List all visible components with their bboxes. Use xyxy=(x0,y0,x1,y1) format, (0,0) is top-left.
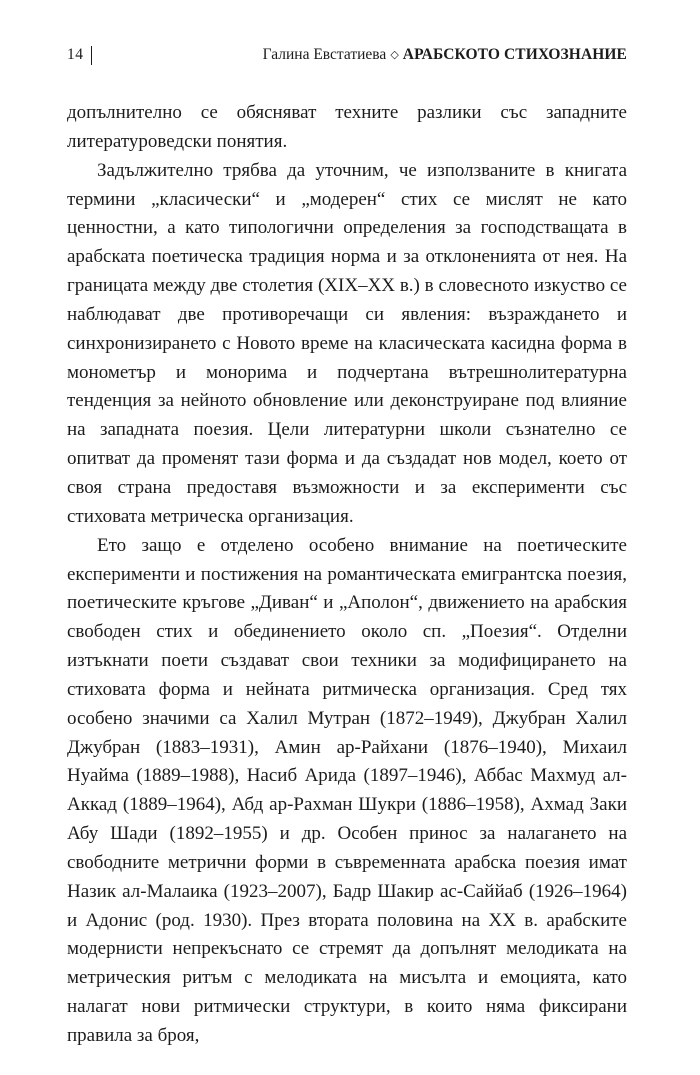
header-vertical-rule xyxy=(91,46,92,65)
paragraph: Задължително трябва да уточним, че използваните в книгата термини „класически“ и „модерен“ стих се мислят не като ценностни, а като типологични определения за господстващата в арабската поетическа традиция норма и за отклоненията от нея. На границата между две столетия (XIX–XX в.) в словесното изкуство се наблюдават две противоречащи си явления: възраждането и синхронизирането с Новото време на класическата касидна форма в монометър и монорима и подчертана вътрешнолитературна тенденция за нейното обновление или деконструиране под влияние на западната поезия. Цели литературни школи съзнателно се опитват да променят тази форма и да създадат нов модел, което от своя страна предоставя възможности и за експерименти със стиховата метрическа организация. xyxy=(67,159,627,527)
page-number: 14 xyxy=(67,46,84,63)
body-text xyxy=(67,99,627,1051)
running-title xyxy=(263,46,627,64)
page-number-group xyxy=(67,46,92,65)
paragraph: Ето защо е отделено особено внимание на поетическите експерименти и постижения на романтическата емигрантска поезия, поетическите кръгове „Диван“ и „Аполон“, движението на арабския свободен стих и обединението около сп. „Поезия“. Отделни изтъкнати поети създават свои техники за модифицирането на стиховата форма и нейната ритмическа организация. Сред тях особено значими са Халил Мутран (1872–1949), Джубран Халил Джубран (1883–1931), Амин ар-Райхани (1876–1940), Михаил Нуайма (1889–1988), Насиб Арида (1897–1946), Аббас Махмуд ал-Аккад (1889–1964), Абд ар-Рахман Шукри (1886–1958), Ахмад Заки Абу Шади (1892–1955) и др. Особен принос за налагането на свободните метрични форми в съвременната арабска поезия имат Назик ал-Малаика (1923–2007), Бадр Шакир ас-Саййаб (1926–1964) и Адонис (род. 1930). През втората половина на XX в. арабските модернисти непрекъснато се стремят да допълнят мелодиката на метрическия ритъм с мелодиката на мисълта и емоцията, като налагат нови ритмически структури, в които няма фиксирани правила за броя, xyxy=(67,534,627,1046)
running-header xyxy=(67,43,627,67)
diamond-separator-icon: ◇ xyxy=(390,48,399,61)
paragraph-continued: допълнително се обясняват техните разлики със западните литературоведски понятия. xyxy=(67,102,627,152)
header-book-title: АРАБСКОТО СТИХОЗНАНИЕ xyxy=(402,46,627,63)
header-author: Галина Евстатиева xyxy=(262,46,387,63)
